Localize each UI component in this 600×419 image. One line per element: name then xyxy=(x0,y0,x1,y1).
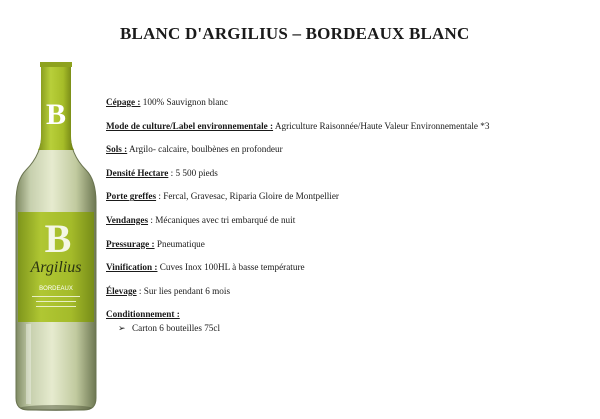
spec-label: Pressurage : xyxy=(106,238,155,249)
svg-text:Argilius: Argilius xyxy=(30,259,82,276)
spec-mode-de-culture xyxy=(106,120,596,144)
spec-label: Vendanges xyxy=(106,214,149,225)
spec-label: Cépage : xyxy=(106,97,141,107)
spec-cepage xyxy=(106,96,596,120)
svg-text:BORDEAUX: BORDEAUX xyxy=(39,286,73,292)
arrow-bullet-icon: ➢ xyxy=(118,322,126,333)
spec-label: Mode de culture/Label environnementale : xyxy=(106,120,274,131)
spec-porte-greffes xyxy=(106,190,596,214)
spec-label: Vinification : xyxy=(106,262,158,273)
spec-pressurage xyxy=(106,238,596,262)
wine-spec-list xyxy=(106,96,596,334)
spec-value: 100% Sauvignon blanc xyxy=(140,97,228,107)
spec-sols xyxy=(106,143,596,167)
spec-vinification xyxy=(106,261,596,285)
spec-value: Argilo- calcaire, boulbènes en profondeur xyxy=(127,144,283,155)
spec-value: Cuves Inox 100HL à basse température xyxy=(157,262,305,273)
spec-value: : 5 500 pieds xyxy=(168,167,218,178)
spec-value: : Sur lies pendant 6 mois xyxy=(136,285,231,296)
svg-text:B: B xyxy=(45,98,67,131)
spec-label: Densité Hectare xyxy=(106,167,169,178)
spec-value: : Mécaniques avec tri embarqué de nuit xyxy=(148,214,296,225)
spec-label: Conditionnement : xyxy=(106,309,180,320)
svg-text:B: B xyxy=(44,216,72,261)
spec-vendanges xyxy=(106,214,596,238)
spec-densite-hectare xyxy=(106,167,596,191)
page-title: BLANC D'ARGILIUS – BORDEAUX BLANC xyxy=(120,24,470,43)
spec-label: Élevage xyxy=(106,285,137,296)
spec-value: Agriculture Raisonnée/Haute Valeur Environnementale *3 xyxy=(273,120,490,131)
spec-label: Sols : xyxy=(106,144,128,155)
wine-bottle-image xyxy=(12,62,100,412)
conditionnement-item xyxy=(106,322,596,334)
spec-elevage xyxy=(106,285,596,309)
spec-value: Pneumatique xyxy=(154,238,205,249)
spec-label: Porte greffes xyxy=(106,191,157,202)
conditionnement-item-text: Carton 6 bouteilles 75cl xyxy=(132,322,221,333)
spec-value: : Fercal, Gravesac, Riparia Gloire de Montpellier xyxy=(156,191,339,202)
